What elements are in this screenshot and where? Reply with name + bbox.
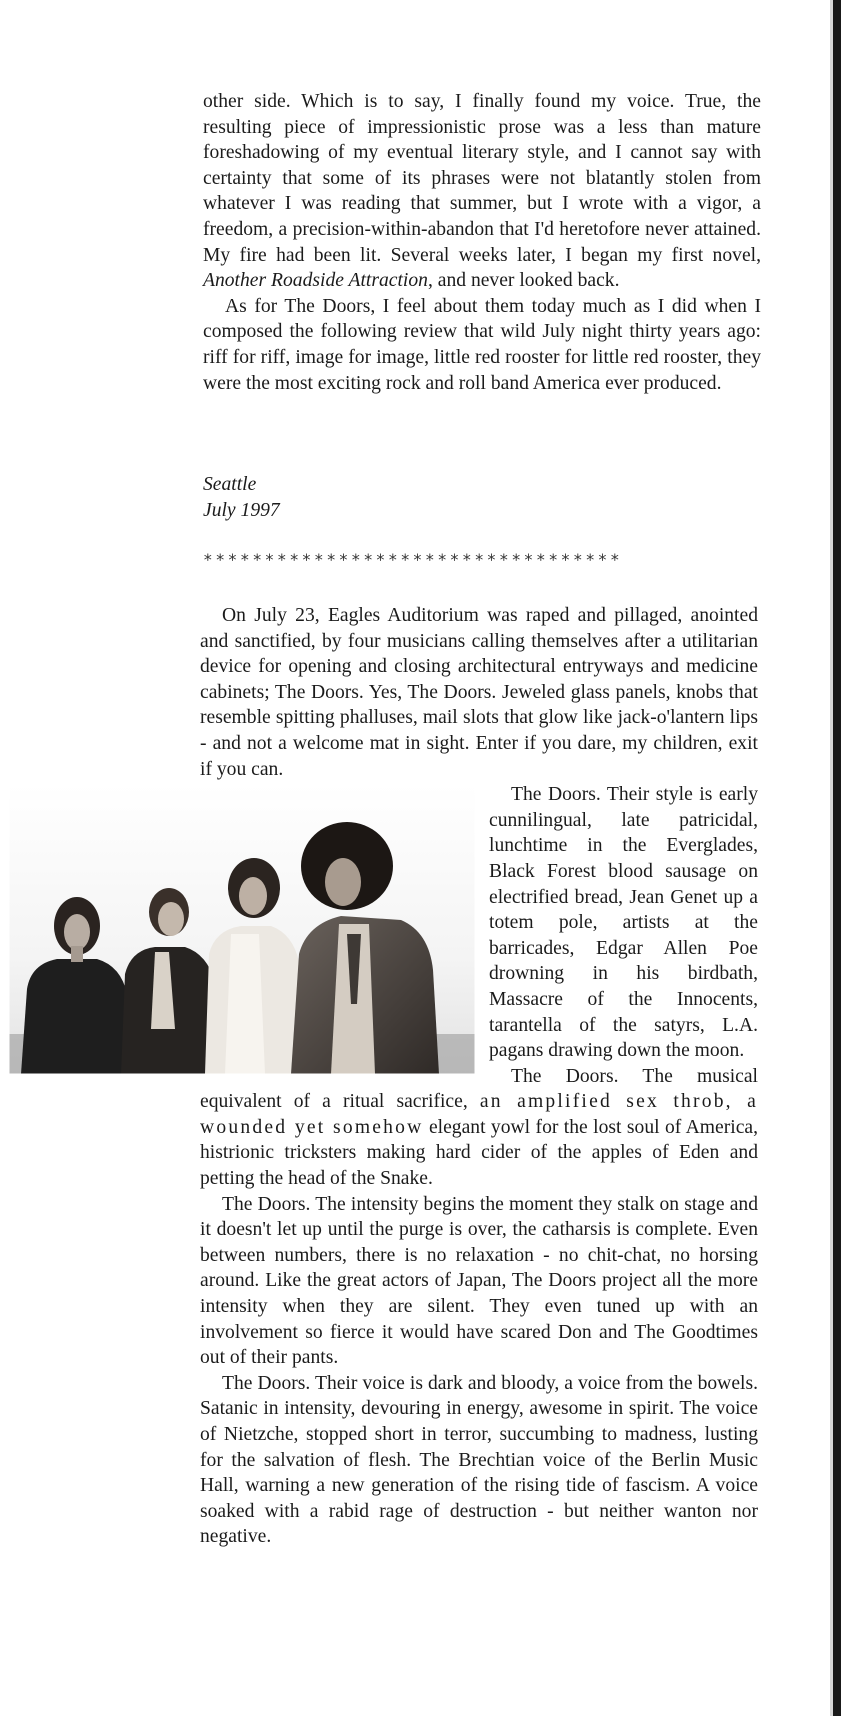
section-divider: ********************************** bbox=[203, 550, 623, 569]
band-photo-image bbox=[9, 784, 475, 1074]
intro-paragraph-1: other side. Which is to say, I finally found my voice. True, the resulting piece of impressionistic prose was a less than mature foreshadowing of my eventual literary style, and I cannot say with certainty that some of its phrases were not blatantly stolen from whatever I was reading that summer, but I wrote with a vigor, a freedom, a precision-within-abandon that I'd heretofore never attained. My fire had been lit. Several weeks later, I began my first novel, Another Roadside Attraction, and never looked back. bbox=[203, 91, 761, 292]
review-text bbox=[200, 603, 758, 1550]
review-paragraph-3: The Doors. The musical equivalent of a ritual sacrifice, an amplified sex throb, a wounded yet somehow elegant yowl for the lost soul of America, histrionic tricksters making hard cider of the apples of Eden and petting the head of the Snake. bbox=[200, 1065, 759, 1190]
page-edge bbox=[833, 0, 841, 1716]
review-paragraph-1: On July 23, Eagles Auditorium was raped and pillaged, anointed and sanctified, by four musicians calling themselves after a utilitarian device for opening and closing architectural entryways and medicine cabinets; The Doors. Yes, The Doors. Jeweled glass panels, knobs that resemble spitting phalluses, mail slots that glow like jack-o'lantern lips - and not a welcome mat in sight. Enter if you dare, my children, exit if you can. bbox=[200, 605, 758, 780]
review-paragraph-2: The Doors. Their style is early cunnilingual, late patricidal, lunchtime in the Everglades, Black Forest blood sausage on electrified bread, Jean Genet up a totem pole, artists at the barricades, Edgar Allen Poe drowning in his birdbath, Massacre of the Innocents, tarantella of the satyrs, L.A. pagans drawing down the moon. bbox=[200, 782, 758, 1064]
review-paragraph-5: The Doors. Their voice is dark and bloody, a voice from the bowels. Satanic in intensity, devouring in energy, awesome in spirit. The voice of Nietzche, stopped short in terror, succumbing to madness, lusting for the salvation of flesh. The Brechtian voice of the Berlin Music Hall, warning a new generation of the rising tide of fascism. A voice soaked with a rabid rage of destruction - but neither wanton nor negative. bbox=[200, 1372, 758, 1548]
signature bbox=[203, 472, 280, 524]
novel-title: Another Roadside Attraction bbox=[203, 270, 428, 292]
intro-paragraph-2: As for The Doors, I feel about them today much as I did when I composed the following review that wild July night thirty years ago: riff for riff, image for image, little red rooster for little red rooster, they were the most exciting rock and roll band America ever produced. bbox=[203, 295, 761, 394]
review-paragraph-4: The Doors. The intensity begins the moment they stalk on stage and it doesn't let up until the purge is over, the catharsis is complete. Even between numbers, there is no relaxation - no chit-chat, no horsing around. Like the great actors of Japan, The Doors project all the more intensity when they are silent. They even tuned up with an involvement so fierce it would have scared Don and The Goodtimes out of their pants. bbox=[200, 1193, 758, 1369]
signature-place: Seattle bbox=[203, 474, 257, 495]
signature-date: July 1997 bbox=[203, 500, 280, 521]
band-photo bbox=[9, 784, 475, 1074]
intro-text bbox=[203, 89, 761, 396]
